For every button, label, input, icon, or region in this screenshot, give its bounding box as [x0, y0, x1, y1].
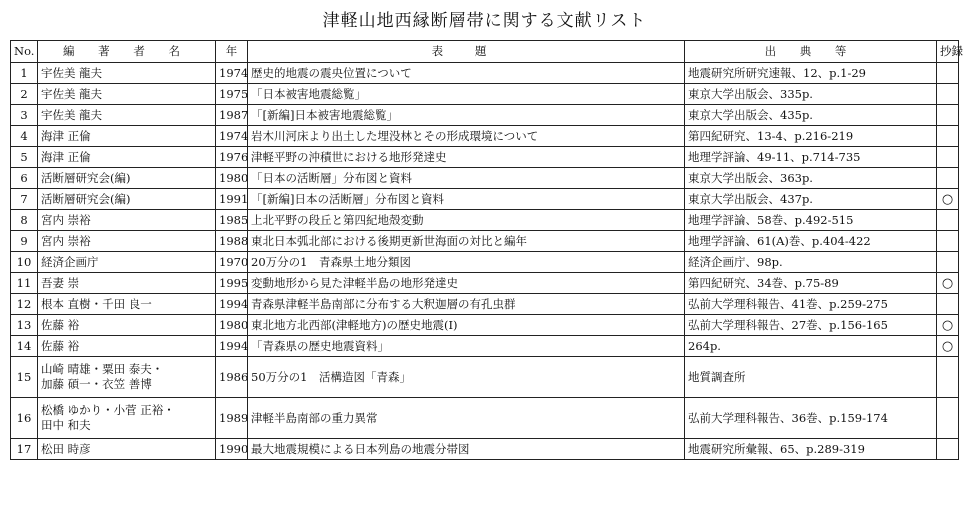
row-no: 1 — [11, 63, 38, 84]
row-subject: 50万分の1 活構造図「青森」 — [248, 357, 685, 398]
row-excerpt-mark: ○ — [937, 315, 959, 336]
row-author: 宇佐美 龍夫 — [38, 84, 216, 105]
row-author — [38, 357, 216, 398]
row-source: 東京大学出版会、335p. — [685, 84, 937, 105]
header-subject: 表 題 — [248, 41, 685, 63]
row-subject: 20万分の1 青森県土地分類図 — [248, 252, 685, 273]
header-no: No. — [11, 41, 38, 63]
row-excerpt-mark — [937, 294, 959, 315]
row-no: 15 — [11, 357, 38, 398]
row-year: 1988 — [216, 231, 248, 252]
table-row — [11, 231, 959, 252]
row-no: 9 — [11, 231, 38, 252]
row-no: 8 — [11, 210, 38, 231]
row-source: 地理学評論、58巻、p.492-515 — [685, 210, 937, 231]
row-source: 地震研究所研究速報、12、p.1-29 — [685, 63, 937, 84]
row-subject: 岩木川河床より出土した埋没林とその形成環境について — [248, 126, 685, 147]
row-no: 16 — [11, 398, 38, 439]
row-author: 海津 正倫 — [38, 126, 216, 147]
row-source: 東京大学出版会、435p. — [685, 105, 937, 126]
row-year: 1975 — [216, 84, 248, 105]
row-subject: 「[新編]日本の活断層」分布図と資料 — [248, 189, 685, 210]
row-subject: 「日本の活断層」分布図と資料 — [248, 168, 685, 189]
row-author: 宮内 崇裕 — [38, 231, 216, 252]
row-source: 第四紀研究、13-4、p.216-219 — [685, 126, 937, 147]
header-row — [11, 41, 959, 63]
table-row — [11, 439, 959, 460]
row-excerpt-mark — [937, 231, 959, 252]
row-excerpt-mark — [937, 147, 959, 168]
table-row — [11, 273, 959, 294]
table-row — [11, 357, 959, 398]
row-source: 地震研究所彙報、65、p.289-319 — [685, 439, 937, 460]
row-year: 1989 — [216, 398, 248, 439]
row-subject: 「日本被害地震総覧」 — [248, 84, 685, 105]
row-no: 6 — [11, 168, 38, 189]
row-year: 1970 — [216, 252, 248, 273]
row-year: 1976 — [216, 147, 248, 168]
row-source: 弘前大学理科報告、36巻、p.159-174 — [685, 398, 937, 439]
table-row — [11, 168, 959, 189]
header-year: 年 — [216, 41, 248, 63]
row-excerpt-mark: ○ — [937, 336, 959, 357]
row-author: 佐藤 裕 — [38, 315, 216, 336]
table-row — [11, 336, 959, 357]
row-subject: 津軽半島南部の重力異常 — [248, 398, 685, 439]
row-year: 1980 — [216, 315, 248, 336]
header-author: 編 著 者 名 — [38, 41, 216, 63]
row-no: 7 — [11, 189, 38, 210]
row-author: 活断層研究会(編) — [38, 168, 216, 189]
row-author: 佐藤 裕 — [38, 336, 216, 357]
row-no: 14 — [11, 336, 38, 357]
row-source: 第四紀研究、34巻、p.75-89 — [685, 273, 937, 294]
row-year: 1990 — [216, 439, 248, 460]
row-subject: 東北日本弧北部における後期更新世海面の対比と編年 — [248, 231, 685, 252]
row-subject: 青森県津軽半島南部に分布する大釈迦層の有孔虫群 — [248, 294, 685, 315]
author-line: 松橋 ゆかり・小菅 正裕・ — [41, 403, 175, 417]
table-row — [11, 398, 959, 439]
table-body — [11, 63, 959, 460]
author-line: 山崎 晴雄・粟田 泰夫・ — [41, 362, 164, 376]
row-no: 2 — [11, 84, 38, 105]
row-excerpt-mark — [937, 439, 959, 460]
row-year: 1974 — [216, 63, 248, 84]
row-author: 松田 時彦 — [38, 439, 216, 460]
row-source: 経済企画庁、98p. — [685, 252, 937, 273]
row-subject: 東北地方北西部(津軽地方)の歴史地震(Ⅰ) — [248, 315, 685, 336]
header-excerpt: 抄録 — [937, 41, 959, 63]
row-source: 弘前大学理科報告、27巻、p.156-165 — [685, 315, 937, 336]
row-author: 海津 正倫 — [38, 147, 216, 168]
row-subject: 最大地震規模による日本列島の地震分帯図 — [248, 439, 685, 460]
row-author: 吾妻 崇 — [38, 273, 216, 294]
row-no: 12 — [11, 294, 38, 315]
row-excerpt-mark — [937, 126, 959, 147]
row-excerpt-mark — [937, 105, 959, 126]
row-author: 宇佐美 龍夫 — [38, 105, 216, 126]
row-excerpt-mark — [937, 168, 959, 189]
table-row — [11, 84, 959, 105]
table-row — [11, 252, 959, 273]
row-excerpt-mark: ○ — [937, 273, 959, 294]
row-excerpt-mark — [937, 252, 959, 273]
row-source: 東京大学出版会、363p. — [685, 168, 937, 189]
row-excerpt-mark — [937, 357, 959, 398]
row-source: 地理学評論、49-11、p.714-735 — [685, 147, 937, 168]
row-year: 1985 — [216, 210, 248, 231]
row-year: 1986 — [216, 357, 248, 398]
table-header — [11, 41, 963, 63]
table-row — [11, 294, 959, 315]
row-no: 3 — [11, 105, 38, 126]
row-excerpt-mark — [937, 63, 959, 84]
header-source: 出 典 等 — [685, 41, 937, 63]
row-source: 地理学評論、61(A)巻、p.404-422 — [685, 231, 937, 252]
row-excerpt-mark — [937, 84, 959, 105]
row-author: 根本 直樹・千田 良一 — [38, 294, 216, 315]
row-subject: 歴史的地震の震央位置について — [248, 63, 685, 84]
row-year: 1991 — [216, 189, 248, 210]
table-row — [11, 315, 959, 336]
row-no: 17 — [11, 439, 38, 460]
reference-table — [10, 40, 963, 460]
page-title: 津軽山地西縁断層帯に関する文献リスト — [322, 11, 647, 31]
row-no: 13 — [11, 315, 38, 336]
row-year: 1994 — [216, 294, 248, 315]
table-row — [11, 147, 959, 168]
row-source: 264p. — [685, 336, 937, 357]
row-source: 弘前大学理科報告、41巻、p.259-275 — [685, 294, 937, 315]
table-row — [11, 210, 959, 231]
row-subject: 「[新編]日本被害地震総覧」 — [248, 105, 685, 126]
row-no: 10 — [11, 252, 38, 273]
row-subject: 「青森県の歴史地震資料」 — [248, 336, 685, 357]
row-author: 宮内 崇裕 — [38, 210, 216, 231]
row-year: 1995 — [216, 273, 248, 294]
row-excerpt-mark — [937, 398, 959, 439]
row-year: 1987 — [216, 105, 248, 126]
table-row — [11, 63, 959, 84]
row-subject: 変動地形から見た津軽半島の地形発達史 — [248, 273, 685, 294]
row-year: 1974 — [216, 126, 248, 147]
row-author: 経済企画庁 — [38, 252, 216, 273]
row-subject: 上北平野の段丘と第四紀地殻変動 — [248, 210, 685, 231]
row-excerpt-mark: ○ — [937, 189, 959, 210]
row-source: 地質調査所 — [685, 357, 937, 398]
row-no: 5 — [11, 147, 38, 168]
row-year: 1980 — [216, 168, 248, 189]
row-author: 宇佐美 龍夫 — [38, 63, 216, 84]
table-row — [11, 126, 959, 147]
row-no: 4 — [11, 126, 38, 147]
table-row — [11, 105, 959, 126]
row-source: 東京大学出版会、437p. — [685, 189, 937, 210]
author-line: 加藤 碩一・衣笠 善博 — [41, 377, 152, 391]
row-author — [38, 398, 216, 439]
row-year: 1994 — [216, 336, 248, 357]
row-no: 11 — [11, 273, 38, 294]
table-row — [11, 189, 959, 210]
author-line: 田中 和夫 — [41, 418, 91, 432]
row-excerpt-mark — [937, 210, 959, 231]
row-subject: 津軽平野の沖積世における地形発達史 — [248, 147, 685, 168]
row-author: 活断層研究会(編) — [38, 189, 216, 210]
